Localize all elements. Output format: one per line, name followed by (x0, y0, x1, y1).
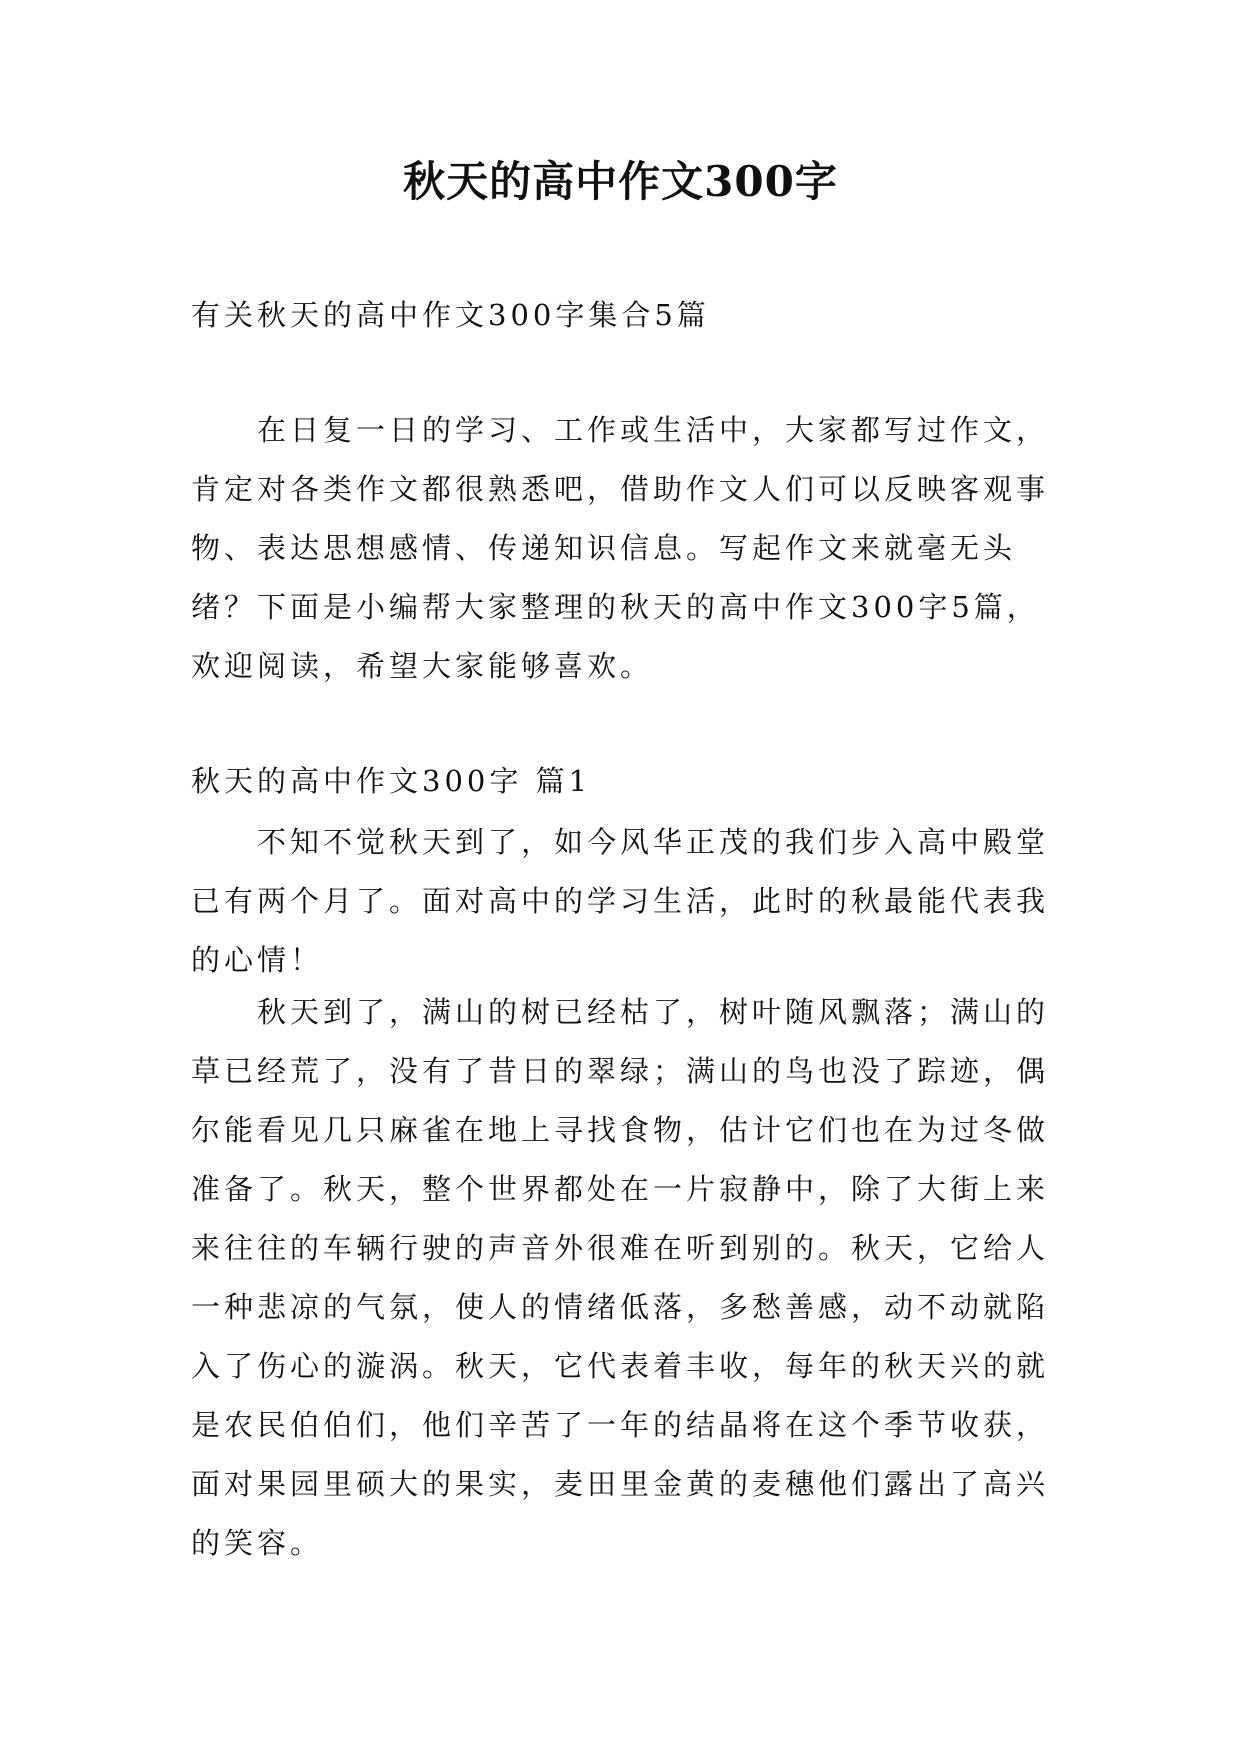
document-title: 秋天的高中作文300字 (403, 157, 838, 206)
intro-paragraph: 在日复一日的学习、工作或生活中，大家都写过作文，肯定对各类作文都很熟悉吧，借助作文人们可以反映客观事物、表达思想感情、传递知识信息。写起作文来就毫无头绪？下面是小编帮大家整理的秋天的高中作文300字5篇，欢迎阅读，希望大家能够喜欢。 (191, 413, 1050, 683)
section-heading: 秋天的高中作文300字 篇1 (191, 764, 592, 798)
body-paragraph: 不知不觉秋天到了，如今风华正茂的我们步入高中殿堂已有两个月了。面对高中的学习生活，此时的秋最能代表我的心情！ (191, 825, 1050, 977)
document-subtitle: 有关秋天的高中作文300字集合5篇 (191, 298, 710, 332)
body-paragraph: 秋天到了，满山的树已经枯了，树叶随风飘落；满山的草已经荒了，没有了昔日的翠绿；满山的鸟也没了踪迹，偶尔能看见几只麻雀在地上寻找食物，估计它们也在为过冬做准备了。秋天，整个世界都处在一片寂静中，除了大街上来来往往的车辆行驶的声音外很难在听到别的。秋天，它给人一种悲凉的气氛，使人的情绪低落，多愁善感，动不动就陷入了伤心的漩涡。秋天，它代表着丰收，每年的秋天兴的就是农民伯伯们，他们辛苦了一年的结晶将在这个季节收获，面对果园里硕大的果实，麦田里金黄的麦穗他们露出了高兴的笑容。 (191, 995, 1050, 1560)
